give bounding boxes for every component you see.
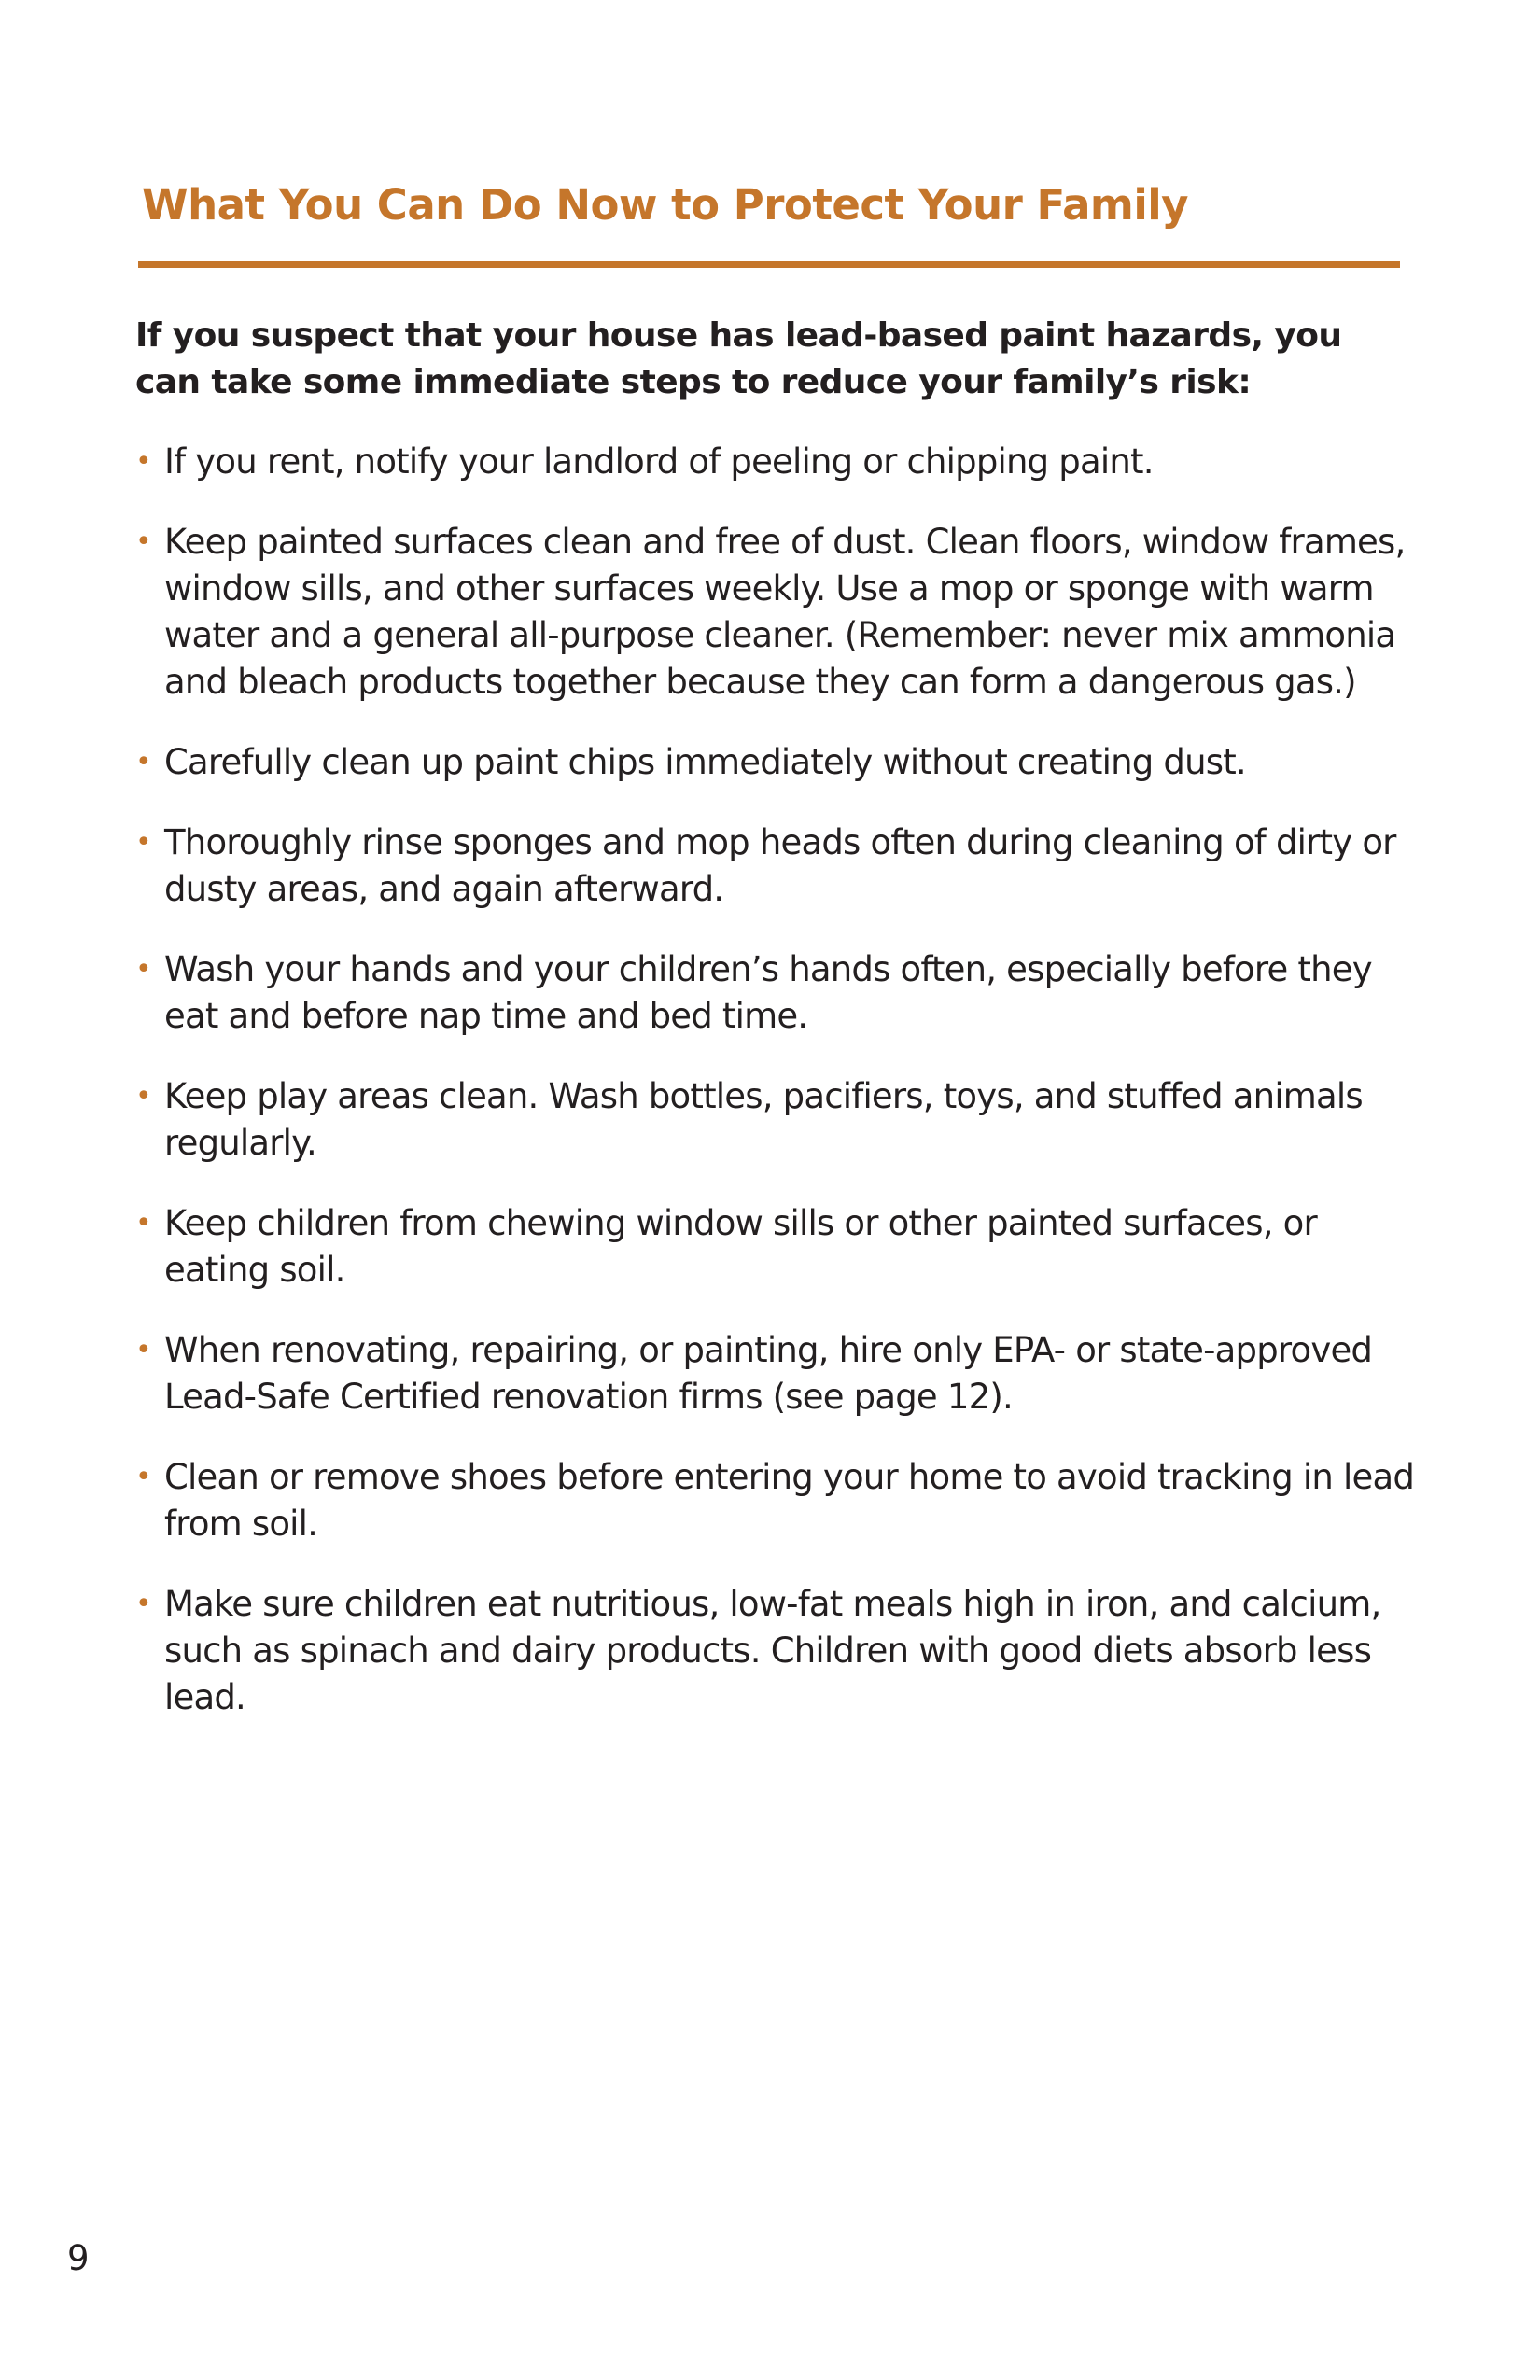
bullet-icon: • [135,1461,151,1493]
list-item [135,519,1414,706]
bullet-icon: • [135,525,151,558]
bullet-icon: • [135,953,151,986]
list-item-text: Clean or remove shoes before entering your home to avoid tracking in lead from soil. [164,1457,1415,1544]
list-item-text: Keep play areas clean. Wash bottles, pacifiers, toys, and stuffed animals regularly. [164,1076,1363,1163]
list-item [135,1454,1414,1547]
list-item [135,819,1414,913]
list-item-text: When renovating, repairing, or painting, hire only EPA- or state-approved Lead-Safe Certified renovation firms (see page 12). [164,1330,1373,1417]
list-item [135,739,1414,786]
list-item-text: If you rent, notify your landlord of peeling or chipping paint. [164,441,1154,482]
list-item-text: Keep painted surfaces clean and free of dust. Clean floors, window frames, window sills, and other surfaces weekly. Use a mop or sponge with warm water and a general all-purpose cleaner. (Remember: never mix ammonia and bleach products together because they can form a dangerous gas.) [164,522,1406,702]
list-item-text: Wash your hands and your children’s hands often, especially before they eat and before nap time and bed time. [164,949,1372,1036]
list-item-text: Carefully clean up paint chips immediately without creating dust. [164,742,1246,782]
bullet-icon: • [135,746,151,778]
bullet-icon: • [135,826,151,859]
list-item [135,1327,1414,1421]
safety-steps-list [135,439,1414,1755]
list-item-text: Thoroughly rinse sponges and mop heads often during cleaning of dirty or dusty areas, and again afterward. [164,822,1396,909]
heading-divider [138,261,1400,268]
bullet-icon: • [135,445,151,478]
bullet-icon: • [135,1080,151,1113]
list-item [135,1073,1414,1167]
list-item-text: Keep children from chewing window sills or other painted surfaces, or eating soil. [164,1203,1317,1290]
list-item-text: Make sure children eat nutritious, low-fat meals high in iron, and calcium, such as spinach and dairy products. Children with good diets absorb less lead. [164,1584,1381,1717]
page-number: 9 [67,2238,90,2278]
bullet-icon: • [135,1334,151,1366]
list-item [135,439,1414,485]
bullet-icon: • [135,1207,151,1239]
bullet-icon: • [135,1588,151,1620]
intro-paragraph: If you suspect that your house has lead-based paint hazards, you can take some immediate steps to reduce your family’s risk: [135,316,1342,401]
list-item [135,946,1414,1040]
page-heading: What You Can Do Now to Protect Your Family [142,180,1189,230]
list-item [135,1200,1414,1294]
list-item [135,1581,1414,1721]
